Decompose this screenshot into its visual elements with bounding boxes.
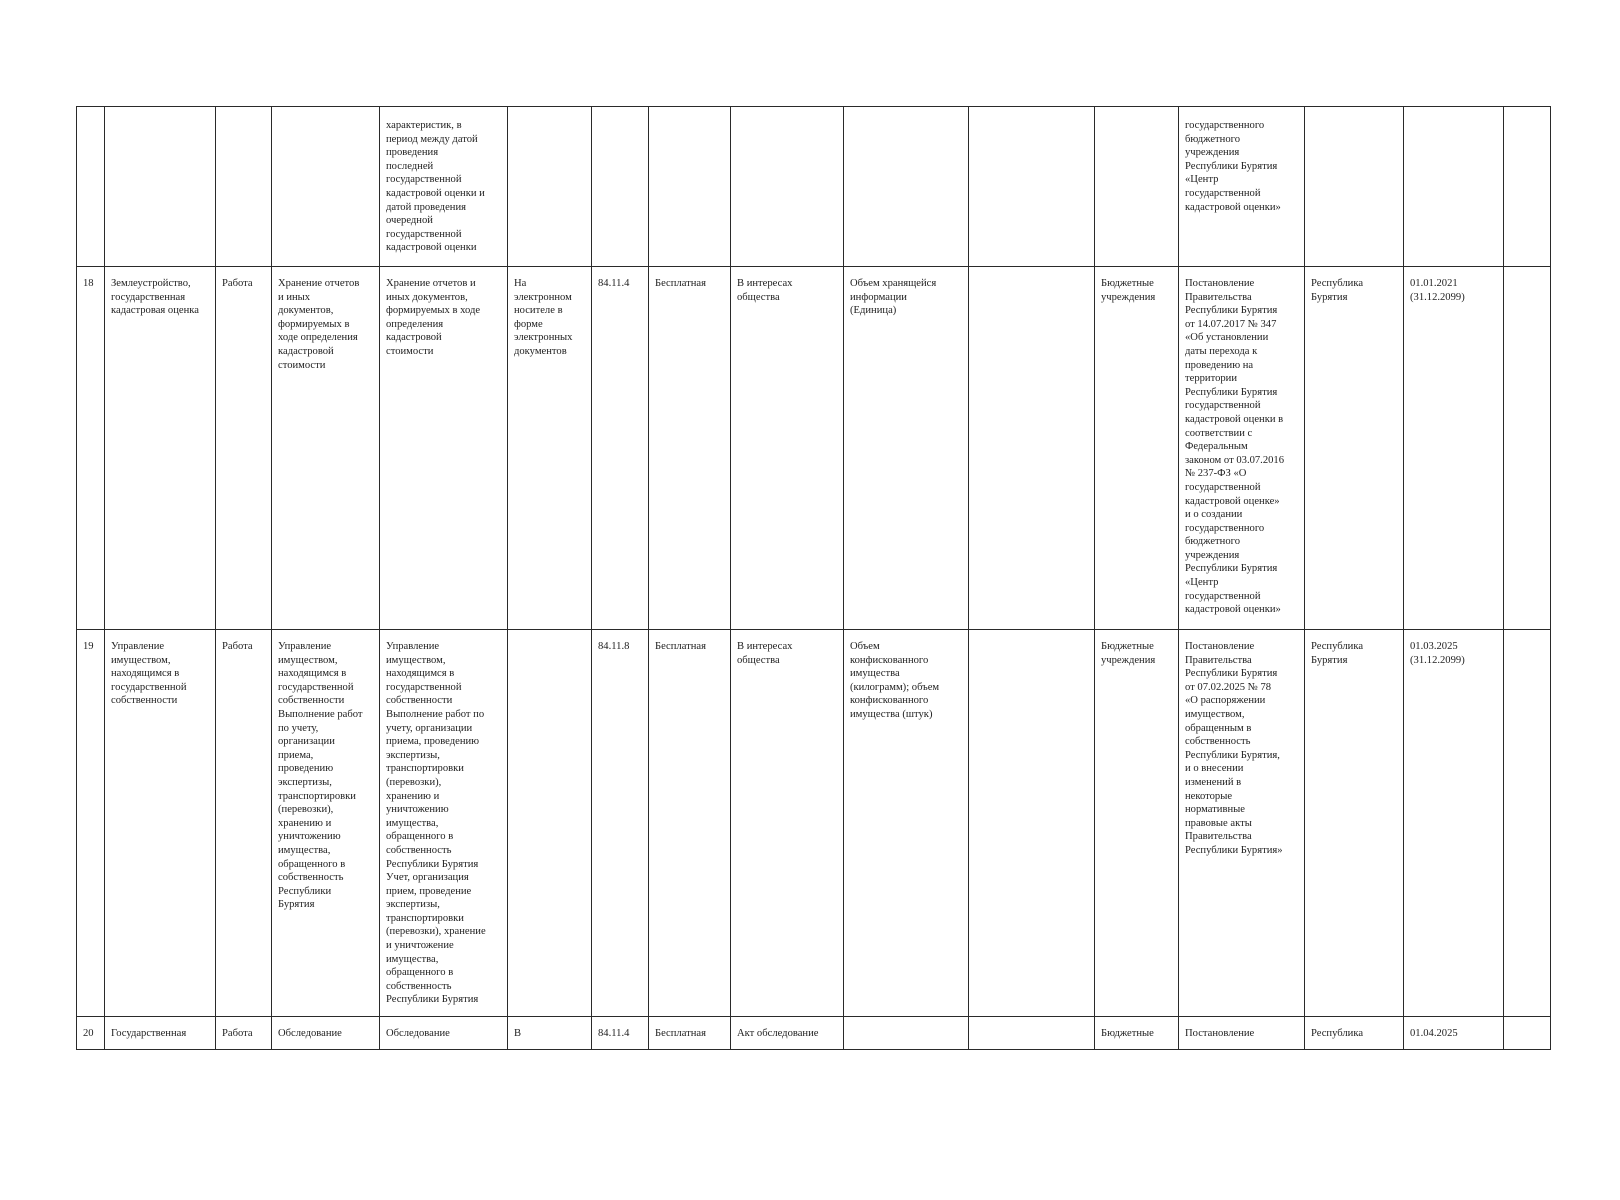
cell-name: Управление имуществом, находящимся в государственной собственности Выполнение работ по учету, организации приема, проведению экспертизы, транспортировки (перевозки), хранению и уничтожению имущества, обращенного в собственность Республики Бурятия Учет, организация прием, проведение экспертизы, транспортировки (перевозки), хранение и уничтожение имущества, обращенного в собственность Республики Бурятия xyxy=(380,630,508,1017)
cell-dates: 01.04.2025 xyxy=(1404,1017,1504,1050)
cell-section: Землеустройство, государственная кадастровая оценка xyxy=(105,267,216,630)
cell-last xyxy=(1504,630,1551,1017)
cell-consumers: Акт обследование xyxy=(731,1017,844,1050)
cell-name: Хранение отчетов и иных документов, формируемых в ходе определения кадастровой стоимости xyxy=(380,267,508,630)
cell-form: На электронном носителе в форме электронных документов xyxy=(508,267,592,630)
cell-okved: 84.11.4 xyxy=(592,1017,649,1050)
registry-table xyxy=(76,106,1551,1050)
cell-name: Обследование xyxy=(380,1017,508,1050)
cell-dates: 01.03.2025 (31.12.2099) xyxy=(1404,630,1504,1017)
cell-last xyxy=(1504,267,1551,630)
cell-payment: Бесплатная xyxy=(649,1017,731,1050)
cell-num xyxy=(77,107,105,267)
cell-institutions: Бюджетные xyxy=(1095,1017,1179,1050)
cell-indicator xyxy=(844,107,969,267)
cell-basis: Постановление Правительства Республики Бурятия от 14.07.2017 № 347 «Об установлении даты перехода к проведению на территории Республики Бурятия государственной кадастровой оценки в соответствии с Федеральным законом от 03.07.2016 № 237-ФЗ «О государственной кадастровой оценке» и о создании государственного бюджетного учреждения Республики Бурятия «Центр государственной кадастровой оценки» xyxy=(1179,267,1305,630)
cell-form xyxy=(508,107,592,267)
cell-owner: Республика Бурятия xyxy=(1305,267,1404,630)
cell-section: Управление имуществом, находящимся в государственной собственности xyxy=(105,630,216,1017)
cell-extra xyxy=(969,630,1095,1017)
cell-basis: государственного бюджетного учреждения Республики Бурятия «Центр государственной кадастровой оценки» xyxy=(1179,107,1305,267)
cell-content: Обследование xyxy=(272,1017,380,1050)
cell-indicator xyxy=(844,1017,969,1050)
cell-extra xyxy=(969,107,1095,267)
cell-payment: Бесплатная xyxy=(649,267,731,630)
cell-content xyxy=(272,107,380,267)
table-row-19 xyxy=(77,630,1551,1017)
cell-basis: Постановление xyxy=(1179,1017,1305,1050)
cell-institutions: Бюджетные учреждения xyxy=(1095,267,1179,630)
cell-consumers xyxy=(731,107,844,267)
cell-okved xyxy=(592,107,649,267)
cell-extra xyxy=(969,267,1095,630)
cell-indicator: Объем хранящейся информации (Единица) xyxy=(844,267,969,630)
cell-last xyxy=(1504,1017,1551,1050)
cell-num: 19 xyxy=(77,630,105,1017)
cell-okved: 84.11.8 xyxy=(592,630,649,1017)
cell-form: В xyxy=(508,1017,592,1050)
cell-basis: Постановление Правительства Республики Бурятия от 07.02.2025 № 78 «О распоряжении имуществом, обращенным в собственность Республики Бурятия, и о внесении изменений в некоторые нормативные правовые акты Правительства Республики Бурятия» xyxy=(1179,630,1305,1017)
table-row-continuation xyxy=(77,107,1551,267)
cell-extra xyxy=(969,1017,1095,1050)
cell-section: Государственная xyxy=(105,1017,216,1050)
cell-consumers: В интересах общества xyxy=(731,630,844,1017)
cell-owner: Республика xyxy=(1305,1017,1404,1050)
cell-owner xyxy=(1305,107,1404,267)
cell-dates xyxy=(1404,107,1504,267)
cell-content: Хранение отчетов и иных документов, формируемых в ходе определения кадастровой стоимости xyxy=(272,267,380,630)
table-row-20 xyxy=(77,1017,1551,1050)
cell-form xyxy=(508,630,592,1017)
cell-section xyxy=(105,107,216,267)
cell-payment xyxy=(649,107,731,267)
cell-payment: Бесплатная xyxy=(649,630,731,1017)
cell-kind: Работа xyxy=(216,1017,272,1050)
table-row-18 xyxy=(77,267,1551,630)
cell-content: Управление имуществом, находящимся в государственной собственности Выполнение работ по учету, организации приема, проведению экспертизы, транспортировки (перевозки), хранению и уничтожению имущества, обращенного в собственность Республики Бурятия xyxy=(272,630,380,1017)
cell-institutions: Бюджетные учреждения xyxy=(1095,630,1179,1017)
cell-name: характеристик, в период между датой проведения последней государственной кадастровой оценки и датой проведения очередной государственной кадастровой оценки xyxy=(380,107,508,267)
cell-institutions xyxy=(1095,107,1179,267)
cell-consumers: В интересах общества xyxy=(731,267,844,630)
cell-indicator: Объем конфискованного имущества (килограмм); объем конфискованного имущества (штук) xyxy=(844,630,969,1017)
cell-num: 18 xyxy=(77,267,105,630)
cell-kind: Работа xyxy=(216,267,272,630)
cell-owner: Республика Бурятия xyxy=(1305,630,1404,1017)
cell-num: 20 xyxy=(77,1017,105,1050)
cell-kind: Работа xyxy=(216,630,272,1017)
cell-last xyxy=(1504,107,1551,267)
cell-kind xyxy=(216,107,272,267)
cell-dates: 01.01.2021 (31.12.2099) xyxy=(1404,267,1504,630)
cell-okved: 84.11.4 xyxy=(592,267,649,630)
